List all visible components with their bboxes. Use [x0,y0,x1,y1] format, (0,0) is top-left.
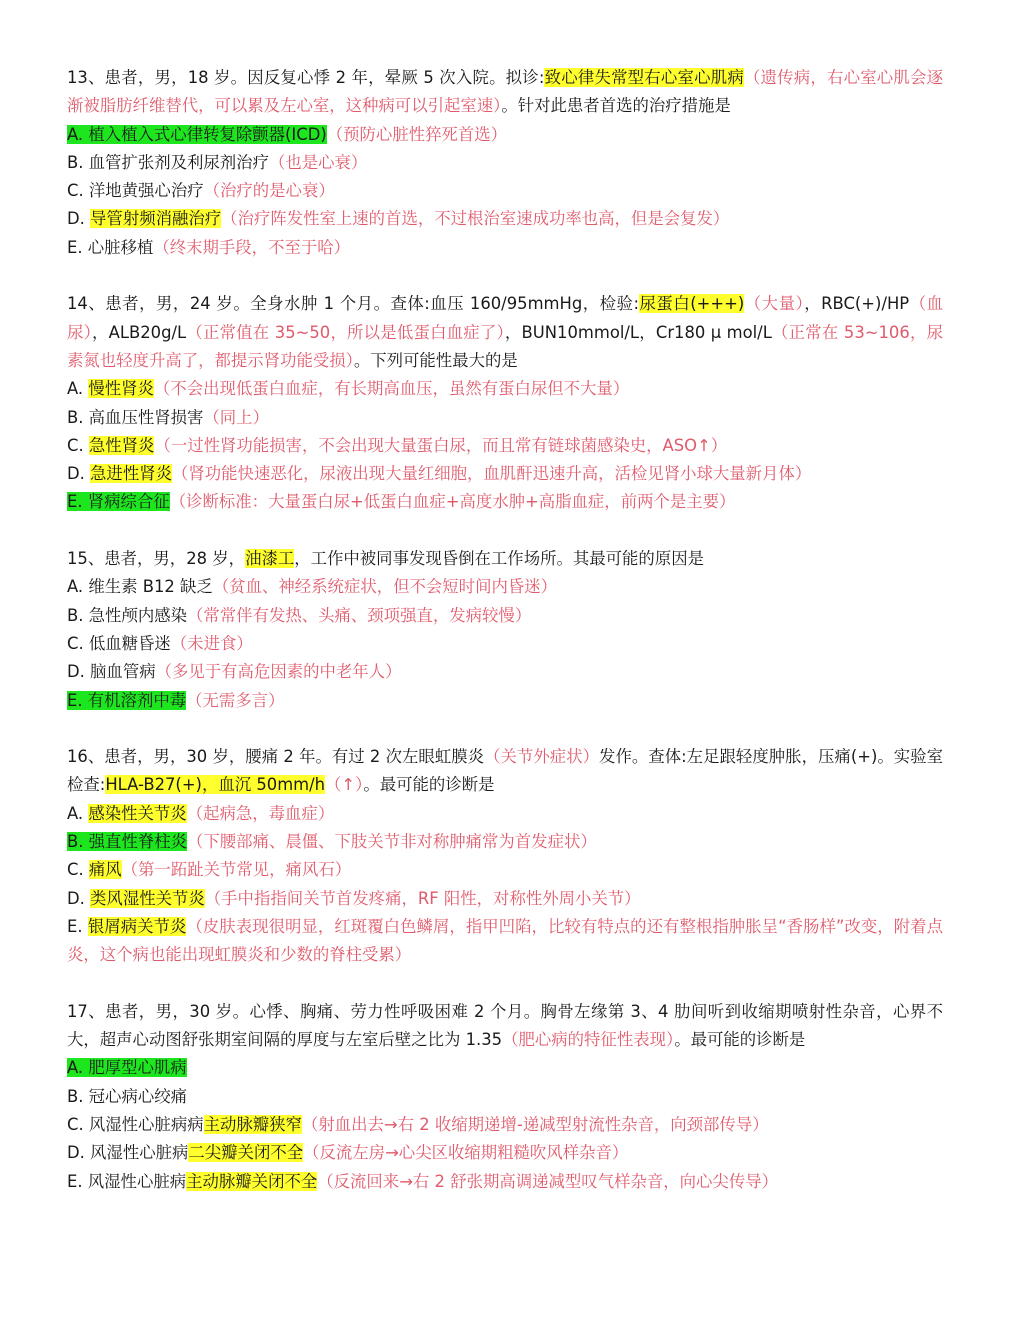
question-17-option-d [67,1139,943,1167]
text-segment: 。针对此患者首选的治疗措施是 [501,96,731,116]
answer-highlight: A. 肥厚型心肌病 [67,1058,187,1078]
annotation-note: （诊断标准：大量蛋白尿+低蛋白血症+高度水肿+高脂血症，前两个是主要） [169,492,736,512]
question-17-option-c [67,1111,943,1139]
question-15-option-e [67,687,943,715]
question-16-option-b [67,828,943,856]
annotation-note: （也是心衰） [268,152,368,172]
annotation-note: （起病急，毒血症） [186,803,335,823]
highlighted-text: 导管射频消融治疗 [90,209,222,229]
annotation-note: （肾功能快速恶化，尿液出现大量红细胞，血肌酐迅速升高，活检见肾小球大量新月体） [172,464,812,484]
question-15 [67,545,943,715]
question-15-option-c [67,630,943,658]
text-segment: 。最可能的诊断是 [363,775,495,795]
text-segment: ，ALB20g/L [92,322,187,342]
text-segment: E. 心脏移植 [67,237,154,257]
question-14-option-c [67,432,943,460]
text-segment: A. [67,379,89,399]
annotation-note: （射血出去→右 2 收缩期递增-递减型射流性杂音，向颈部传导） [301,1114,769,1134]
question-16-stem [67,743,943,800]
annotation-note: （未进食） [170,633,253,653]
highlighted-text: 二尖瓣关闭不全 [188,1143,304,1163]
annotation-note: （预防心脏性猝死首选） [326,124,508,144]
answer-highlight: E. 有机溶剂中毒 [67,690,187,710]
text-segment: E. 风湿性心脏病 [67,1171,187,1191]
annotation-note: （皮肤表现很明显，红斑覆白色鳞屑，指甲凹陷，比较有特点的还有整根指肿胀呈“香肠样”改变，附着点炎，这个病也能出现虹膜炎和少数的脊柱受累） [67,916,944,965]
text-segment: C. [67,860,89,880]
text-segment: D. [67,464,91,484]
annotation-note: （不会出现低蛋白血症，有长期高血压，虽然有蛋白尿但不大量） [153,379,630,399]
text-segment: C. 低血糖昏迷 [67,633,171,653]
question-14-option-d [67,460,943,488]
highlighted-text: 银屑病关节炎 [87,916,187,936]
highlighted-text: 尿蛋白(+++) [639,294,745,314]
question-13-option-e [67,234,943,262]
text-segment: C. 风湿性心脏病病 [67,1114,204,1134]
highlighted-text: 感染性关节炎 [88,803,187,823]
text-segment: 16、患者，男，30 岁，腰痛 2 年。有过 2 次左眼虹膜炎 [67,747,485,767]
answer-highlight: B. 强直性脊柱炎 [67,832,188,852]
text-segment: ，工作中被同事发现昏倒在工作场所。其最可能的原因是 [294,549,704,569]
annotation-note: （治疗的是心衰） [203,181,335,201]
question-17-option-e [67,1168,943,1196]
annotation-note: （正常值在 35~50，所以是低蛋白血症了） [186,322,505,342]
annotation-note: （正常在 53~106，尿素氮也轻度升高了，都提示肾功能受损） [67,322,943,370]
highlighted-text: 致心律失常型右心室心肌病 [544,68,744,87]
question-17 [67,998,943,1196]
text-segment: D. [67,888,91,908]
annotation-note: （大量） [744,294,805,314]
highlighted-text: 油漆工 [245,549,295,569]
annotation-note: （肥心病的特征性表现） [502,1030,675,1050]
question-13-option-d [67,205,943,233]
annotation-note: （终末期手段，不至于哈） [153,237,351,257]
question-14-option-e [67,488,943,516]
annotation-note: （下腰部痛、晨僵、下肢关节非对称肿痛常为首发症状） [187,832,597,852]
text-segment: A. [67,803,89,823]
annotation-note: （关节外症状） [484,747,600,767]
text-segment: C. 洋地黄强心治疗 [67,181,204,201]
text-segment: 。下列可能性最大的是 [353,350,518,370]
text-segment: D. 脑血管病 [67,662,156,682]
question-13 [67,64,943,262]
text-segment: E. [67,916,88,936]
question-16-option-e [67,913,943,970]
text-segment: 13、患者，男，18 岁。因反复心悸 2 年，晕厥 5 次入院。拟诊: [67,68,545,87]
question-15-option-a [67,573,943,601]
annotation-note: （↑） [325,775,364,795]
question-15-option-d [67,658,943,686]
highlighted-text: HLA-B27(+)，血沉 50mm/h [105,775,326,795]
text-segment: 17、患者，男，30 岁。心悸、胸痛、劳力性呼吸困难 2 个月。胸骨左缘第 3、4 肋间听到收缩期喷射性杂音，心界不大，超声心动图舒张期室间隔的厚度与左室后壁之比为 1.35 [67,1001,943,1050]
question-13-option-b [67,149,943,177]
annotation-note: （反流回来→右 2 舒张期高调递减型叹气样杂音，向心尖传导） [317,1171,778,1191]
question-16-option-c [67,856,943,884]
annotation-note: （手中指指间关节首发疼痛，RF 阳性，对称性外周小关节） [204,888,641,908]
annotation-note: （贫血、神经系统症状，但不会短时间内昏迷） [212,577,558,597]
question-17-option-b [67,1083,943,1111]
text-segment: B. 急性颅内感染 [67,605,188,625]
text-segment: 发作。查体:左足跟轻度肿胀，压痛(+)。实验室检查: [67,747,944,795]
question-14 [67,290,943,516]
text-segment: 14、患者，男，24 岁。全身水肿 1 个月。查体:血压 160/95mmHg，检验: [67,294,639,314]
question-13-option-a [67,121,943,149]
annotation-note: （治疗阵发性室上速的首选，不过根治室速成功率也高，但是会复发） [221,209,730,229]
text-segment: C. [67,435,89,455]
question-17-option-a [67,1054,943,1082]
question-16-option-a [67,800,943,828]
annotation-note: （无需多言） [186,690,285,710]
highlighted-text: 主动脉瓣关闭不全 [186,1171,318,1191]
highlighted-text: 慢性肾炎 [88,379,154,399]
question-14-option-a [67,375,943,403]
highlighted-text: 主动脉瓣狭窄 [203,1114,302,1134]
text-segment: ，BUN10mmol/L，Cr180 μ mol/L [504,322,772,342]
text-segment: B. 血管扩张剂及利尿剂治疗 [67,152,269,172]
annotation-note: （常常伴有发热、头痛、颈项强直，发病较慢） [187,605,532,625]
text-segment: 15、患者，男，28 岁， [67,549,246,569]
question-14-option-b [67,404,943,432]
answer-highlight: E. 肾病综合征 [67,492,170,512]
highlighted-text: 类风湿性关节炎 [90,888,205,908]
annotation-note: （第一跖趾关节常见，痛风石） [121,860,352,880]
text-segment: B. 高血压性肾损害 [67,407,204,427]
annotation-note: （反流左房→心尖区收缩期粗糙吹风样杂音） [303,1143,629,1163]
text-segment: A. 维生素 B12 缺乏 [67,577,213,597]
question-15-stem [67,545,943,573]
annotation-note: （多见于有高危因素的中老年人） [155,662,402,682]
text-segment: D. 风湿性心脏病 [67,1143,189,1163]
question-16-option-d [67,885,943,913]
text-segment: D. [67,209,91,229]
question-17-stem [67,998,943,1055]
text-segment: ，RBC(+)/HP [804,294,910,314]
question-13-option-c [67,177,943,205]
highlighted-text: 急性肾炎 [88,435,155,455]
question-16 [67,743,943,969]
answer-highlight: A. 植入植入式心律转复除颤器(ICD) [67,124,327,144]
text-segment: 。最可能的诊断是 [674,1030,806,1050]
annotation-note: （血尿） [67,294,943,342]
highlighted-text: 痛风 [88,860,122,880]
question-15-option-b [67,602,943,630]
highlighted-text: 急进性肾炎 [90,464,172,484]
annotation-note: （遗传病，右心室心肌会逐渐被脂肪纤维替代，可以累及左心室，这种病可以引起室速） [67,68,944,116]
question-14-stem [67,290,943,375]
text-segment: B. 冠心病心绞痛 [67,1086,188,1106]
annotation-note: （一过性肾功能损害，不会出现大量蛋白尿，而且常有链球菌感染史，ASO↑） [154,435,728,455]
annotation-note: （同上） [203,407,269,427]
question-13-stem [67,64,943,121]
